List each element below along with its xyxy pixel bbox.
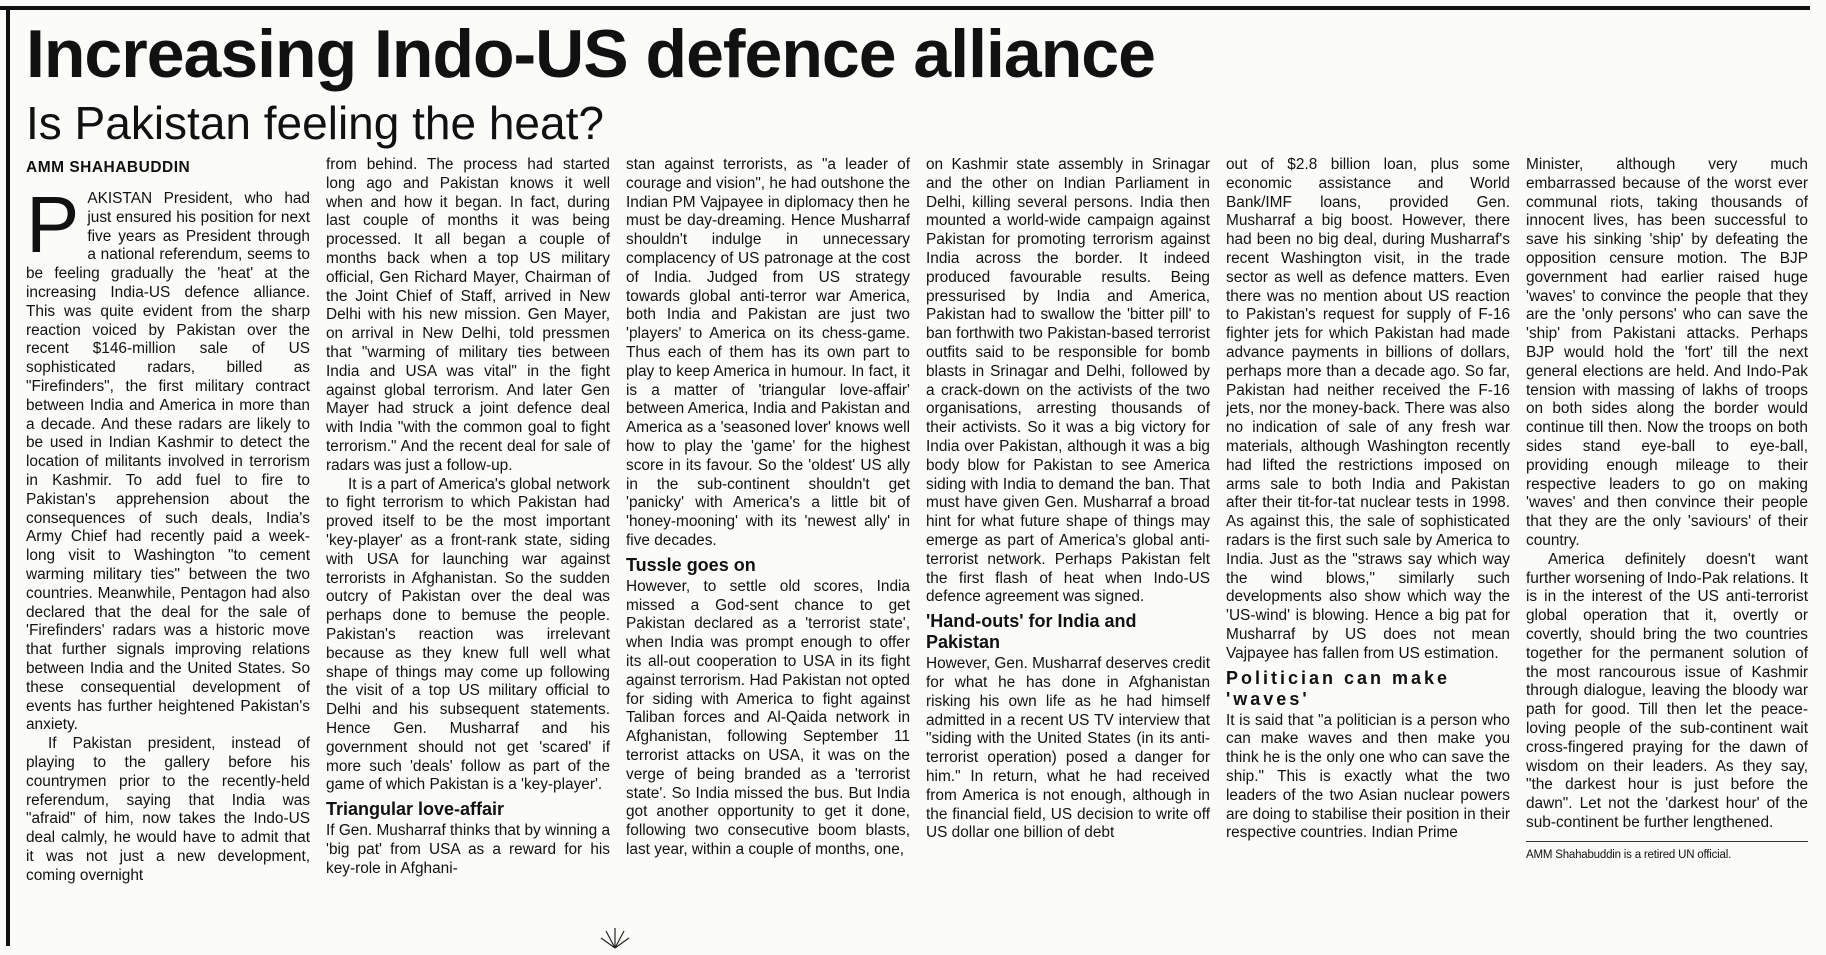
paragraph: America definitely doesn't want further worsening of Indo-Pak relations. It is in the interest of the US anti-terrorist global operation that it, overtly or covertly, should bring the two countries together for the permanent solution of the most rancourous issue of Kashmir through dialogue, leaving the bloody war path for good. Till then let the peace-loving people of the sub-continent wait cross-fingered praying for the dawn of wisdom on their leaders. As they say, "the darkest hour is just before the dawn". Let not the 'darkest hour' of the sub-continent be further lengthened. — [1526, 550, 1808, 831]
paragraph: If Pakistan president, instead of playing to the gallery before his countrymen prior to the recently-held referendum, saying that India was "afraid" of him, now takes the Indo-US deal calmly, he would have to admit that it was not just a new development, coming overnight — [26, 735, 310, 884]
sunburst-ornament-icon — [600, 926, 630, 950]
paragraph: out of $2.8 billion loan, plus some economic assistance and World Bank/IMF loans, provided Gen. Musharraf a big boost. However, there had been no big deal, during Musharraf's recent Washington visit, in the trade sector as well as defence matters. Even there was no mention about US reaction to Pakistan's request for supply of F-16 fighter jets for which Pakistan had made advance payments in billions of dollars, perhaps more than a decade ago. So far, Pakistan had neither received the F-16 jets, nor the money-back. There was also no indication of sale of any fresh war materials, although Washington recently had lifted the restrictions imposed on arms sale to both India and Pakistan after their tit-for-tat nuclear tests in 1998. As against this, the sale of sophisticated radars is the first such sale by America to India. Just as the "straws say which way the wind blows," similarly such developments also show which way the 'US-wind' is blowing. Hence a big pat for Musharraf by US does not mean Vajpayee has fallen from US estimation. — [1226, 156, 1510, 662]
author-bio: AMM Shahabuddin is a retired UN official. — [1526, 848, 1732, 861]
column-2 — [326, 156, 610, 946]
headline: Increasing Indo-US defence alliance — [26, 16, 1155, 92]
paragraph: However, Gen. Musharraf deserves credit for what he has done in Afghanistan risking his own life as he had himself admitted in a recent US TV interview that "siding with the United States (in its anti-terrorist operation) posed a danger for him." In return, what he had received from America is not enough, although in the financial field, US decision to write off US dollar one billion of debt — [926, 655, 1210, 842]
column-5 — [1226, 156, 1510, 946]
drop-cap: P — [26, 180, 80, 269]
paragraph: on Kashmir state assembly in Srinagar and the other on Indian Parliament in Delhi, killing several persons. India then mounted a world-wide campaign against Pakistan for promoting terrorism against India across the border. It indeed produced favourable results. Being pressurised by India and America, Pakistan had to swallow the 'bitter pill' to ban forthwith two Pakistan-based terrorist outfits said to be responsible for bomb blasts in Srinagar and Delhi, followed by a crack-down on the activists of the two organisations, arresting thousands of their activists. So it was a big victory for India over Pakistan, although it was a big body blow for Pakistan to see America siding with India to demand the ban. That must have given Gen. Musharraf a broad hint for what future shape of things may emerge as part of America's global anti-terrorist network. Perhaps Pakistan felt the first flash of heat when Indo-US defence agreement was signed. — [926, 156, 1210, 606]
paragraph: It is said that "a politician is a person who can make waves and then make you think he is the only one who can save the ship." This is exactly what the two leaders of the two Asian nuclear powers are doing to stabilise their position in their respective countries. Indian Prime — [1226, 711, 1510, 842]
paragraph: Minister, although very much embarrassed because of the worst ever communal riots, taking thousands of innocent lives, has been successful to save his sinking 'ship' by defeating the opposition censure motion. The BJP government had earlier raised huge 'waves' to convince the people that they are the 'only persons' who can save the 'ship' from Pakistani attacks. Perhaps BJP would hold the 'fort' till the next general elections are held. And Indo-Pak tension with massing of lakhs of troops on both sides along the border would continue till then. Now the troops on both sides stand eye-ball to eye-ball, providing enough mileage to their respective leaders to go on making 'waves' and then convince their people that they are the only 'saviours' of their country. — [1526, 156, 1808, 549]
column-3 — [626, 156, 910, 946]
subheading: 'Hand-outs' for India and Pakistan — [926, 611, 1137, 653]
paragraph: It is a part of America's global network to fight terrorism to which Pakistan had proved itself to be the most important 'key-player' as a front-rank state, siding with USA for launching war against terrorists in Afghanistan. So the sudden outcry of Pakistan over the deal was perhaps done to bemuse the people. Pakistan's reaction was irrelevant because as they knew full well what shape of things may come up following the visit of a top US military official to Delhi and his subsequent statements. Hence Gen. Musharraf and his government should not get 'scared' if more such 'deals' follow as part of the game of which Pakistan is a 'key-player'. — [326, 475, 610, 794]
subheading: Politician can make 'waves' — [1226, 667, 1451, 709]
author-rule — [1526, 841, 1808, 842]
byline: AMM SHAHABUDDIN — [26, 159, 191, 176]
column-4 — [926, 156, 1210, 946]
column-1 — [26, 158, 310, 948]
paragraph: stan against terrorists, as "a leader of courage and vision", he had outshone the Indian PM Vajpayee in diplomacy then he must be day-dreaming. Hence Musharraf shouldn't indulge in unnecessary complacency of US patronage at the cost of India. Judged from US strategy towards global anti-terror war America, both India and Pakistan are just two 'players' to America on its chess-game. Thus each of them has its own part to play to keep America in humour. In fact, it is a matter of 'triangular love-affair' between America, India and Pakistan and America as a 'seasoned lover' knows well how to play the 'game' for the highest score in its favour. So the 'oldest' US ally in the sub-continent shouldn't get 'panicky' with America's a little bit of 'honey-mooning' with its 'newest ally' in five decades. — [626, 156, 910, 549]
column-6 — [1526, 156, 1808, 946]
paragraph: from behind. The process had started long ago and Pakistan knows it well when and how it began. In fact, during last couple of months it was being processed. It all began a couple of months back when a top US military official, Gen Richard Mayer, Chairman of the Joint Chief of Staff, arrived in New Delhi with his new mission. Gen Mayer, on arrival in New Delhi, told pressmen that "warming of military ties between India and USA was vital" in the fight against global terrorism. And later Gen Mayer had struck a joint defence deal with India "with the common goal to fight terrorism." And the recent deal for sale of radars was just a follow-up. — [326, 156, 610, 474]
paragraph: If Gen. Musharraf thinks that by winning a 'big pat' from USA as a reward for his key-role in Afghani- — [326, 822, 610, 877]
left-rule — [6, 6, 10, 946]
subheading: Triangular love-affair — [326, 799, 505, 820]
paragraph: PAKISTAN President, who had just ensured his position for next five years as President through a national referendum, seems to be feeling gradually the 'heat' at the increasing India-US defence alliance. This was quite evident from the sharp reaction voiced by Pakistan over the recent $146-million sale of US sophisticated radars, billed as "Firefinders", the first military contract between India and America in more than a decade. And these radars are likely to be used in Indian Kashmir to detect the location of militants involved in terrorism in Kashmir. To add fuel to fire to Pakistan's apprehension about the consequences of such deals, India's Army Chief had recently paid a week-long visit to Washington "to cement warming military ties" between the two countries. Meanwhile, Pentagon had also declared that the deal for the sale of 'Firefinders' radars was a historic move that further signals improving relations between India and the United States. So these consequential development of events has further heightened Pakistan's anxiety. — [26, 180, 310, 734]
top-rule — [0, 6, 1810, 10]
deck-subtitle: Is Pakistan feeling the heat? — [26, 97, 604, 149]
subheading: Tussle goes on — [626, 554, 756, 575]
paragraph: However, to settle old scores, India missed a God-sent chance to get Pakistan declared as a 'terrorist state', when India was prompt enough to offer its all-out cooperation to USA in its fight against terrorism. Had Pakistan not opted for siding with America to fight against Taliban forces and Al-Qaida network in Afghanistan, following September 11 terrorist attacks on USA, it was on the verge of being branded as a 'terrorist state'. So India missed the bus. But India got another opportunity to get it done, following two consecutive boom blasts, last year, within a couple of months, one, — [626, 577, 910, 858]
